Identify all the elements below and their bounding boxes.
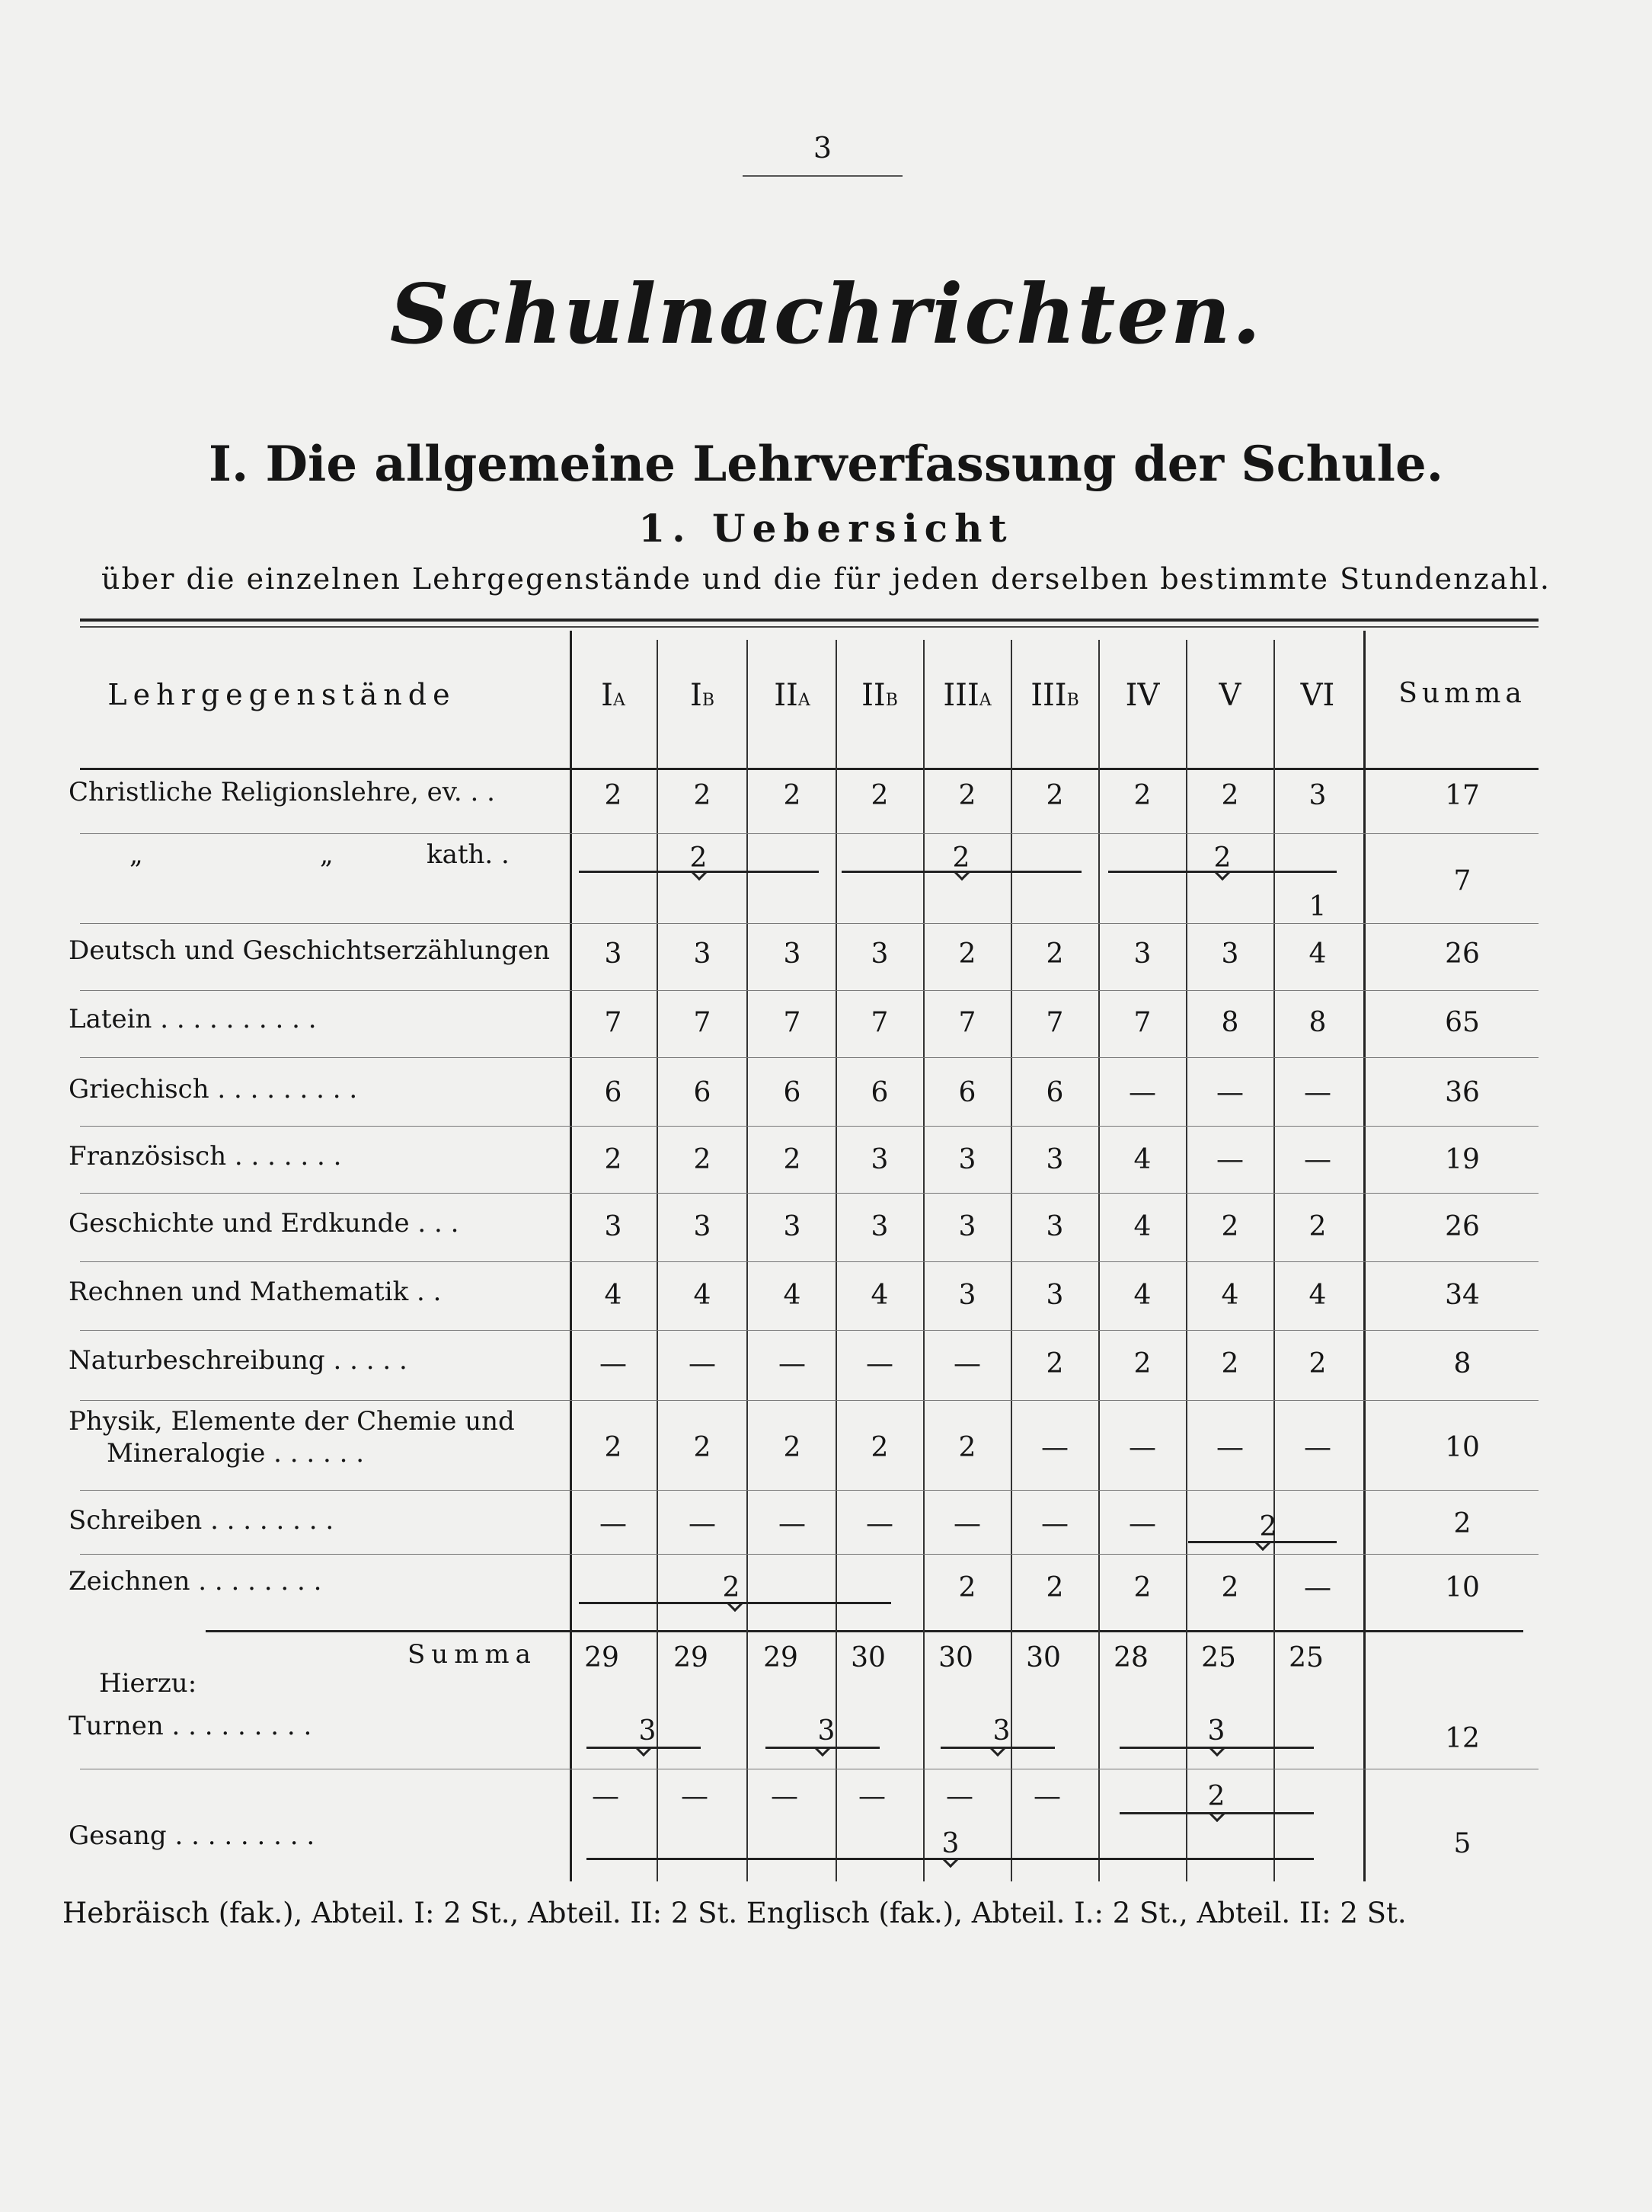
cell: 2	[958, 938, 976, 970]
cell: —	[1304, 1144, 1331, 1175]
cell: —	[866, 1348, 893, 1379]
cell: 6	[1046, 1077, 1064, 1108]
grid-line-col-1	[657, 640, 658, 1881]
page-title: Schulnachrichten.	[389, 267, 1263, 363]
cell: 2	[958, 1572, 976, 1603]
cell: 2	[958, 780, 976, 811]
summa-cell: 25	[1201, 1642, 1236, 1673]
section-heading: I. Die allgemeine Lehrverfassung der Schule.	[209, 436, 1443, 493]
cell: 3	[1221, 938, 1239, 970]
header-rule	[80, 768, 1539, 770]
cell: 2	[1308, 1211, 1327, 1242]
kath-group-2: 2	[952, 842, 970, 874]
grid-line-col-7	[1186, 640, 1187, 1881]
cell: 4	[1133, 1144, 1152, 1175]
column-header-main: II	[774, 678, 798, 713]
row-sum: 26	[1445, 938, 1480, 970]
row-line-4	[80, 1057, 1539, 1058]
summa-rule	[206, 1630, 1523, 1632]
cell: 2	[1046, 938, 1064, 970]
summa-cell: 30	[938, 1642, 973, 1673]
column-header-7	[1101, 678, 1184, 724]
cell: 3	[783, 1211, 801, 1242]
kath-sum: 7	[1453, 865, 1471, 897]
cell: 7	[604, 1007, 622, 1038]
cell: 2	[958, 1432, 976, 1463]
cell: 3	[958, 1211, 976, 1242]
cell: 7	[871, 1007, 889, 1038]
hierzu-label: Hierzu:	[99, 1668, 197, 1699]
summa-cell: 25	[1289, 1642, 1324, 1673]
column-header-main: V	[1219, 678, 1241, 713]
column-header-sub: A	[979, 691, 992, 710]
cell: 2	[1046, 1572, 1064, 1603]
cell: 3	[1046, 1144, 1064, 1175]
row-sum: 34	[1445, 1280, 1480, 1311]
gesang-dash: —	[592, 1781, 619, 1812]
cell: 3	[871, 1144, 889, 1175]
summa-cell: 30	[851, 1642, 886, 1673]
cell: 6	[871, 1077, 889, 1108]
subject-physik-line1: Physik, Elemente der Chemie und	[69, 1406, 515, 1437]
cell: —	[866, 1508, 893, 1539]
turnen-group-2: 3	[817, 1715, 836, 1747]
row-sum: 10	[1445, 1432, 1480, 1463]
row-sum: 36	[1445, 1077, 1480, 1108]
zeichnen-group: 2	[722, 1572, 740, 1603]
cell: 6	[604, 1077, 622, 1108]
summa-cell: 30	[1026, 1642, 1061, 1673]
cell: 2	[693, 780, 711, 811]
column-header-subject: Lehrgegenstände	[107, 678, 456, 711]
cell: 2	[1221, 780, 1239, 811]
cell: 2	[693, 1432, 711, 1463]
subject-naturbeschreibung: Naturbeschreibung . . . . .	[69, 1345, 407, 1376]
column-header-sub: A	[612, 691, 625, 710]
turnen-sum: 12	[1445, 1723, 1480, 1754]
footnote: Hebräisch (fak.), Abteil. I: 2 St., Abteil. II: 2 St. Englisch (fak.), Abteil. I.: 2 St., Abteil. II: 2 St.	[62, 1897, 1407, 1929]
grid-line-col-8	[1273, 640, 1275, 1881]
cell: 8	[1308, 1007, 1327, 1038]
cell: 7	[958, 1007, 976, 1038]
cell: —	[778, 1348, 806, 1379]
cell: —	[1216, 1432, 1244, 1463]
column-header-main: VI	[1300, 678, 1335, 713]
subject-geschichte: Geschichte und Erdkunde . . .	[69, 1208, 459, 1239]
subject-physik-line2: Mineralogie . . . . . .	[107, 1438, 365, 1469]
cell: 4	[1308, 938, 1327, 970]
cell: 6	[958, 1077, 976, 1108]
subject-gesang: Gesang . . . . . . . . .	[69, 1820, 315, 1851]
row-line-10	[80, 1490, 1539, 1491]
row-sum: 65	[1445, 1007, 1480, 1038]
cell: 7	[1133, 1007, 1152, 1038]
cell: 2	[1133, 1348, 1152, 1379]
subject-schreiben: Schreiben . . . . . . . .	[69, 1505, 334, 1536]
cell: 4	[1308, 1280, 1327, 1311]
cell: 4	[693, 1280, 711, 1311]
gesang-group-all: 3	[941, 1828, 960, 1859]
cell: —	[599, 1348, 627, 1379]
grid-line-col-5	[1011, 640, 1012, 1881]
cell: 3	[1046, 1211, 1064, 1242]
grid-line-col-2	[746, 640, 748, 1881]
kath-group-3: 2	[1213, 842, 1232, 874]
cell: 2	[1221, 1211, 1239, 1242]
cell: 3	[1046, 1280, 1064, 1311]
table-top-rule	[80, 619, 1539, 622]
column-header-main: II	[861, 678, 886, 713]
column-header-sub: B	[885, 691, 898, 710]
cell: —	[599, 1508, 627, 1539]
subject-religion-ev: Christliche Religionslehre, ev. . .	[69, 777, 495, 807]
subject-zeichnen: Zeichnen . . . . . . . .	[69, 1566, 322, 1597]
gesang-group-v-vi: 2	[1207, 1781, 1225, 1812]
column-header-sub: A	[797, 691, 810, 710]
column-header-summa: Summa	[1398, 678, 1526, 709]
cell: 3	[783, 938, 801, 970]
cell: —	[1304, 1572, 1331, 1603]
subject-griechisch: Griechisch . . . . . . . . .	[69, 1074, 358, 1104]
cell: —	[954, 1348, 981, 1379]
cell: 8	[1221, 1007, 1239, 1038]
row-line-5	[80, 1126, 1539, 1127]
cell: 2	[871, 1432, 889, 1463]
summa-row-label: Summa	[407, 1639, 537, 1670]
cell: 2	[604, 780, 622, 811]
cell: 3	[1308, 780, 1327, 811]
grid-line-col-3	[836, 640, 837, 1881]
cell: 3	[604, 1211, 622, 1242]
subject-religion-kath: kath. .	[427, 839, 510, 870]
turnen-group-4: 3	[1207, 1715, 1225, 1747]
row-sum: 8	[1453, 1348, 1471, 1379]
cell: —	[1304, 1432, 1331, 1463]
column-header-main: III	[943, 678, 979, 713]
cell: —	[1216, 1144, 1244, 1175]
cell: 4	[1133, 1280, 1152, 1311]
ditto-mark-2: „	[320, 839, 334, 870]
gesang-dash: —	[771, 1781, 798, 1812]
row-line-8	[80, 1330, 1539, 1331]
cell: 2	[783, 1144, 801, 1175]
row-line-6	[80, 1193, 1539, 1194]
subject-deutsch: Deutsch und Geschichtserzählungen	[69, 935, 551, 966]
ditto-mark-1: „	[129, 839, 143, 870]
column-header-main: III	[1031, 678, 1067, 713]
column-header-1	[571, 678, 655, 724]
row-line-9	[80, 1400, 1539, 1401]
column-header-2	[660, 678, 744, 724]
row-sum: 10	[1445, 1572, 1480, 1603]
cell: —	[1041, 1508, 1069, 1539]
gesang-sum: 5	[1453, 1828, 1471, 1859]
column-header-3	[750, 678, 834, 724]
cell: —	[689, 1508, 716, 1539]
column-header-6	[1013, 678, 1097, 724]
turnen-group-1: 3	[638, 1715, 657, 1747]
cell: —	[1129, 1432, 1156, 1463]
column-header-5	[925, 678, 1009, 724]
cell: 3	[871, 938, 889, 970]
cell: 3	[871, 1211, 889, 1242]
cell: 3	[958, 1144, 976, 1175]
cell: 4	[1221, 1280, 1239, 1311]
summa-cell: 29	[584, 1642, 619, 1673]
subject-mathematik: Rechnen und Mathematik . .	[69, 1277, 442, 1307]
subsection-heading: 1. Uebersicht	[638, 506, 1014, 551]
subject-turnen: Turnen . . . . . . . . .	[69, 1711, 312, 1741]
cell: —	[1129, 1508, 1156, 1539]
gesang-dash: —	[681, 1781, 708, 1812]
summa-cell: 28	[1114, 1642, 1149, 1673]
row-line-7	[80, 1261, 1539, 1262]
cell: —	[689, 1348, 716, 1379]
cell: 2	[1221, 1572, 1239, 1603]
cell: 2	[783, 780, 801, 811]
row-sum: 17	[1445, 780, 1480, 811]
column-header-4	[838, 678, 922, 724]
subject-franzoesisch: Französisch . . . . . . .	[69, 1141, 342, 1172]
cell: 2	[604, 1432, 622, 1463]
grid-line-summa	[1363, 631, 1366, 1881]
cell: 4	[783, 1280, 801, 1311]
cell: —	[1304, 1077, 1331, 1108]
cell: 7	[693, 1007, 711, 1038]
row-line-11	[80, 1554, 1539, 1555]
column-header-main: I	[690, 678, 702, 713]
grid-line-subject	[570, 631, 572, 1881]
row-sum: 19	[1445, 1144, 1480, 1175]
cell: 2	[1221, 1348, 1239, 1379]
cell: 3	[958, 1280, 976, 1311]
row-sum: 2	[1453, 1508, 1471, 1539]
turnen-group-3: 3	[992, 1715, 1011, 1747]
cell: 3	[693, 938, 711, 970]
cell: 2	[783, 1432, 801, 1463]
kath-extra-VI: 1	[1308, 891, 1327, 922]
cell: 2	[1046, 1348, 1064, 1379]
cell: 3	[693, 1211, 711, 1242]
cell: 2	[1308, 1348, 1327, 1379]
gesang-dash: —	[946, 1781, 973, 1812]
column-header-main: I	[601, 678, 613, 713]
cell: —	[1129, 1077, 1156, 1108]
column-header-9	[1276, 678, 1360, 724]
cell: 2	[1133, 1572, 1152, 1603]
page-number-rule	[743, 175, 903, 177]
row-line-3	[80, 990, 1539, 991]
column-header-sub: B	[701, 691, 714, 710]
grid-line-col-6	[1098, 640, 1100, 1881]
cell: 2	[1133, 780, 1152, 811]
row-sum: 26	[1445, 1211, 1480, 1242]
table-top-rule-2	[80, 626, 1539, 628]
cell: 2	[1046, 780, 1064, 811]
subject-latein: Latein . . . . . . . . . .	[69, 1004, 317, 1034]
schreiben-group: 2	[1259, 1511, 1277, 1542]
cell: 2	[871, 780, 889, 811]
cell: —	[954, 1508, 981, 1539]
kath-group-1: 2	[689, 842, 708, 874]
cell: 4	[1133, 1211, 1152, 1242]
gesang-dash: —	[858, 1781, 886, 1812]
cell: —	[1216, 1077, 1244, 1108]
cell: 2	[693, 1144, 711, 1175]
page-number: 3	[813, 131, 832, 165]
grid-line-col-4	[923, 640, 925, 1881]
cell: 2	[604, 1144, 622, 1175]
cell: 3	[1133, 938, 1152, 970]
cell: 6	[693, 1077, 711, 1108]
summa-cell: 29	[673, 1642, 708, 1673]
column-header-main: IV	[1125, 678, 1160, 713]
cell: 7	[1046, 1007, 1064, 1038]
subsection-description: über die einzelnen Lehrgegenstände und die für jeden derselben bestimmte Stundenzahl.	[101, 562, 1551, 596]
row-line-1	[80, 833, 1539, 834]
summa-cell: 29	[763, 1642, 798, 1673]
cell: 4	[871, 1280, 889, 1311]
cell: —	[1041, 1432, 1069, 1463]
gesang-dash: —	[1034, 1781, 1061, 1812]
cell: 3	[604, 938, 622, 970]
cell: 6	[783, 1077, 801, 1108]
column-header-sub: B	[1066, 691, 1079, 710]
column-header-8	[1188, 678, 1272, 724]
row-line-2	[80, 923, 1539, 924]
cell: 7	[783, 1007, 801, 1038]
cell: —	[778, 1508, 806, 1539]
cell: 4	[604, 1280, 622, 1311]
